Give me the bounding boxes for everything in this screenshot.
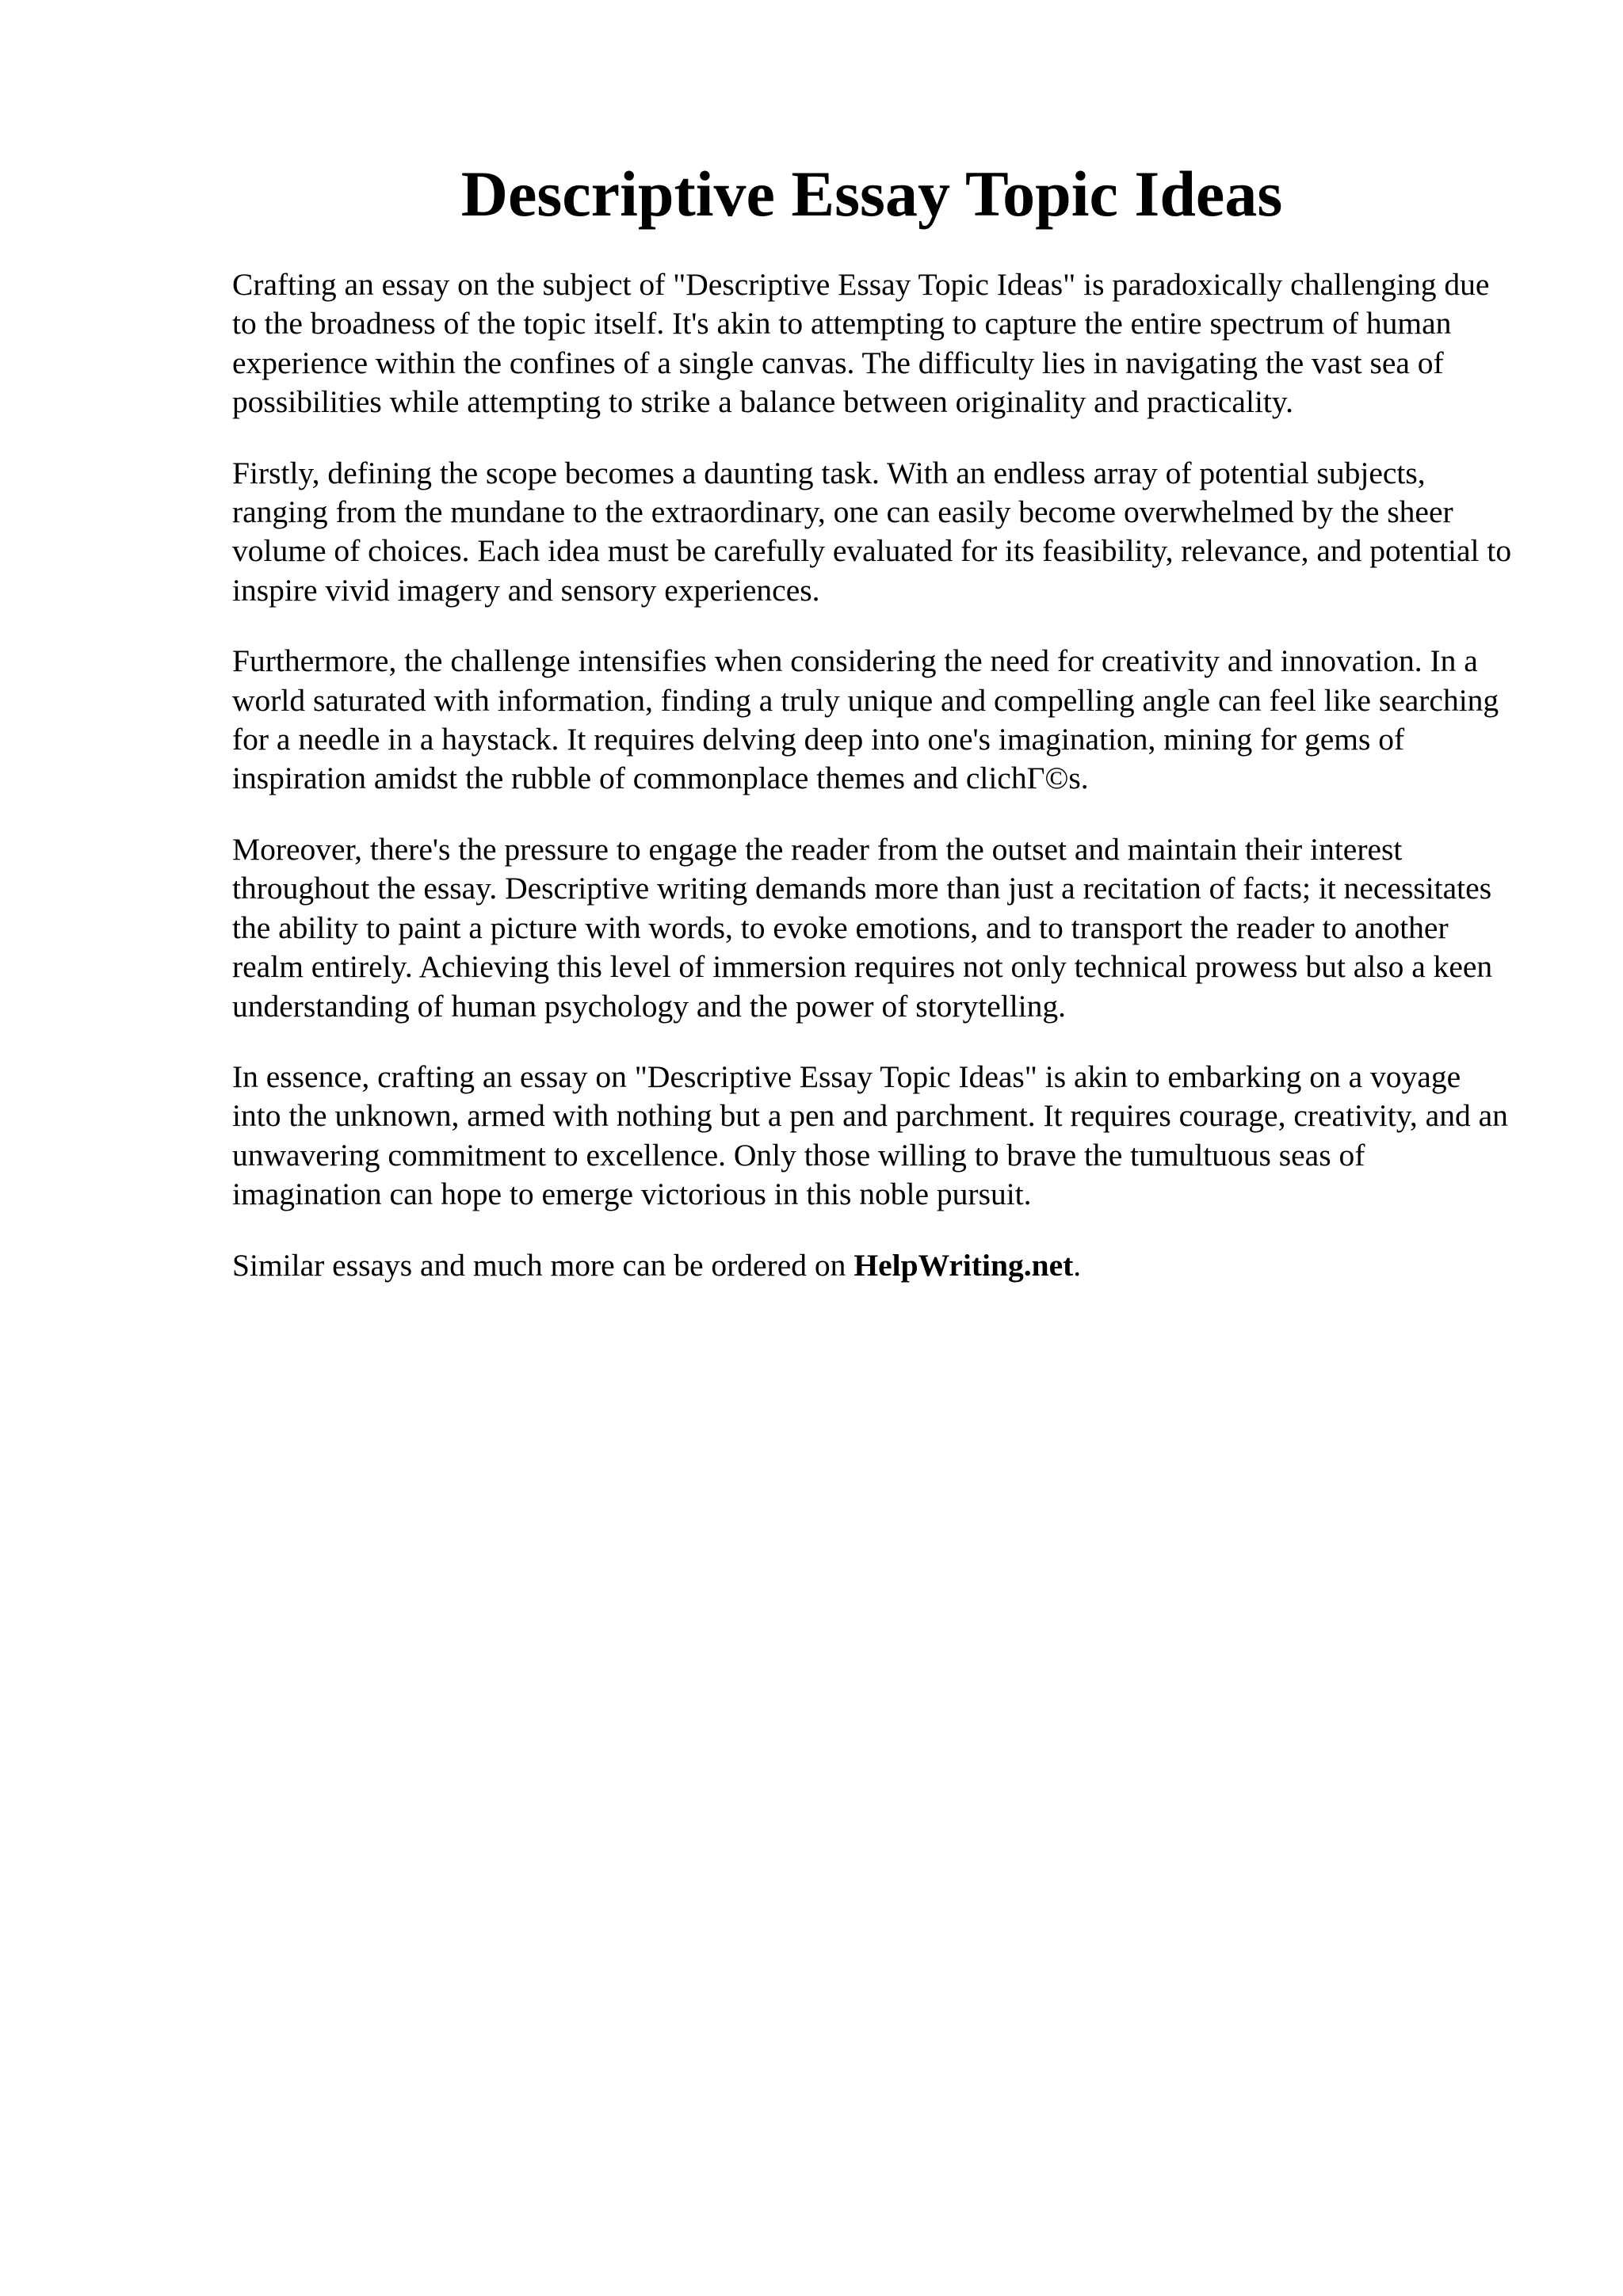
paragraph-3: Furthermore, the challenge intensifies when considering the need for creativity and innovation. In a world saturated with information, finding a truly unique and compelling angle can feel like searching for a needle in a haystack. It requires delving deep into one's imagination, mining for gems of inspiration amidst the rubble of commonplace themes and clichΓ©s. xyxy=(232,643,1499,796)
brand-link[interactable]: HelpWriting.net xyxy=(854,1247,1074,1283)
footer-text: Similar essays and much more can be ordered on xyxy=(232,1247,846,1283)
document-body xyxy=(232,265,1516,1317)
paragraph-4: Moreover, there's the pressure to engage the reader from the outset and maintain their interest throughout the essay. Descriptive writing demands more than just a recitation of facts; it necessitates the ability to paint a picture with words, to evoke emotions, and to transport the reader to another realm entirely. Achieving this level of immersion requires not only technical prowess but also a keen understanding of human psychology and the power of storytelling. xyxy=(232,831,1493,1024)
footer-line xyxy=(232,1246,1516,1285)
footer-period: . xyxy=(1073,1247,1082,1283)
document-title: Descriptive Essay Topic Ideas xyxy=(460,158,1283,230)
paragraph-5: In essence, crafting an essay on "Descriptive Essay Topic Ideas" is akin to embarking on a voyage into the unknown, armed with nothing but a pen and parchment. It requires courage, creativity, and an unwavering commitment to excellence. Only those willing to brave the tumultuous seas of imagination can hope to emerge victorious in this noble pursuit. xyxy=(232,1058,1508,1212)
paragraph-2: Firstly, defining the scope becomes a daunting task. With an endless array of potential subjects, ranging from the mundane to the extraordinary, one can easily become overwhelmed by the sheer volume of choices. Each idea must be carefully evaluated for its feasibility, relevance, and potential to inspire vivid imagery and sensory experiences. xyxy=(232,455,1512,608)
paragraph-1: Crafting an essay on the subject of "Descriptive Essay Topic Ideas" is paradoxically challenging due to the broadness of the topic itself. It's akin to attempting to capture the entire spectrum of human experience within the confines of a single canvas. The difficulty lies in navigating the vast sea of possibilities while attempting to strike a balance between originality and practicality. xyxy=(232,267,1490,420)
